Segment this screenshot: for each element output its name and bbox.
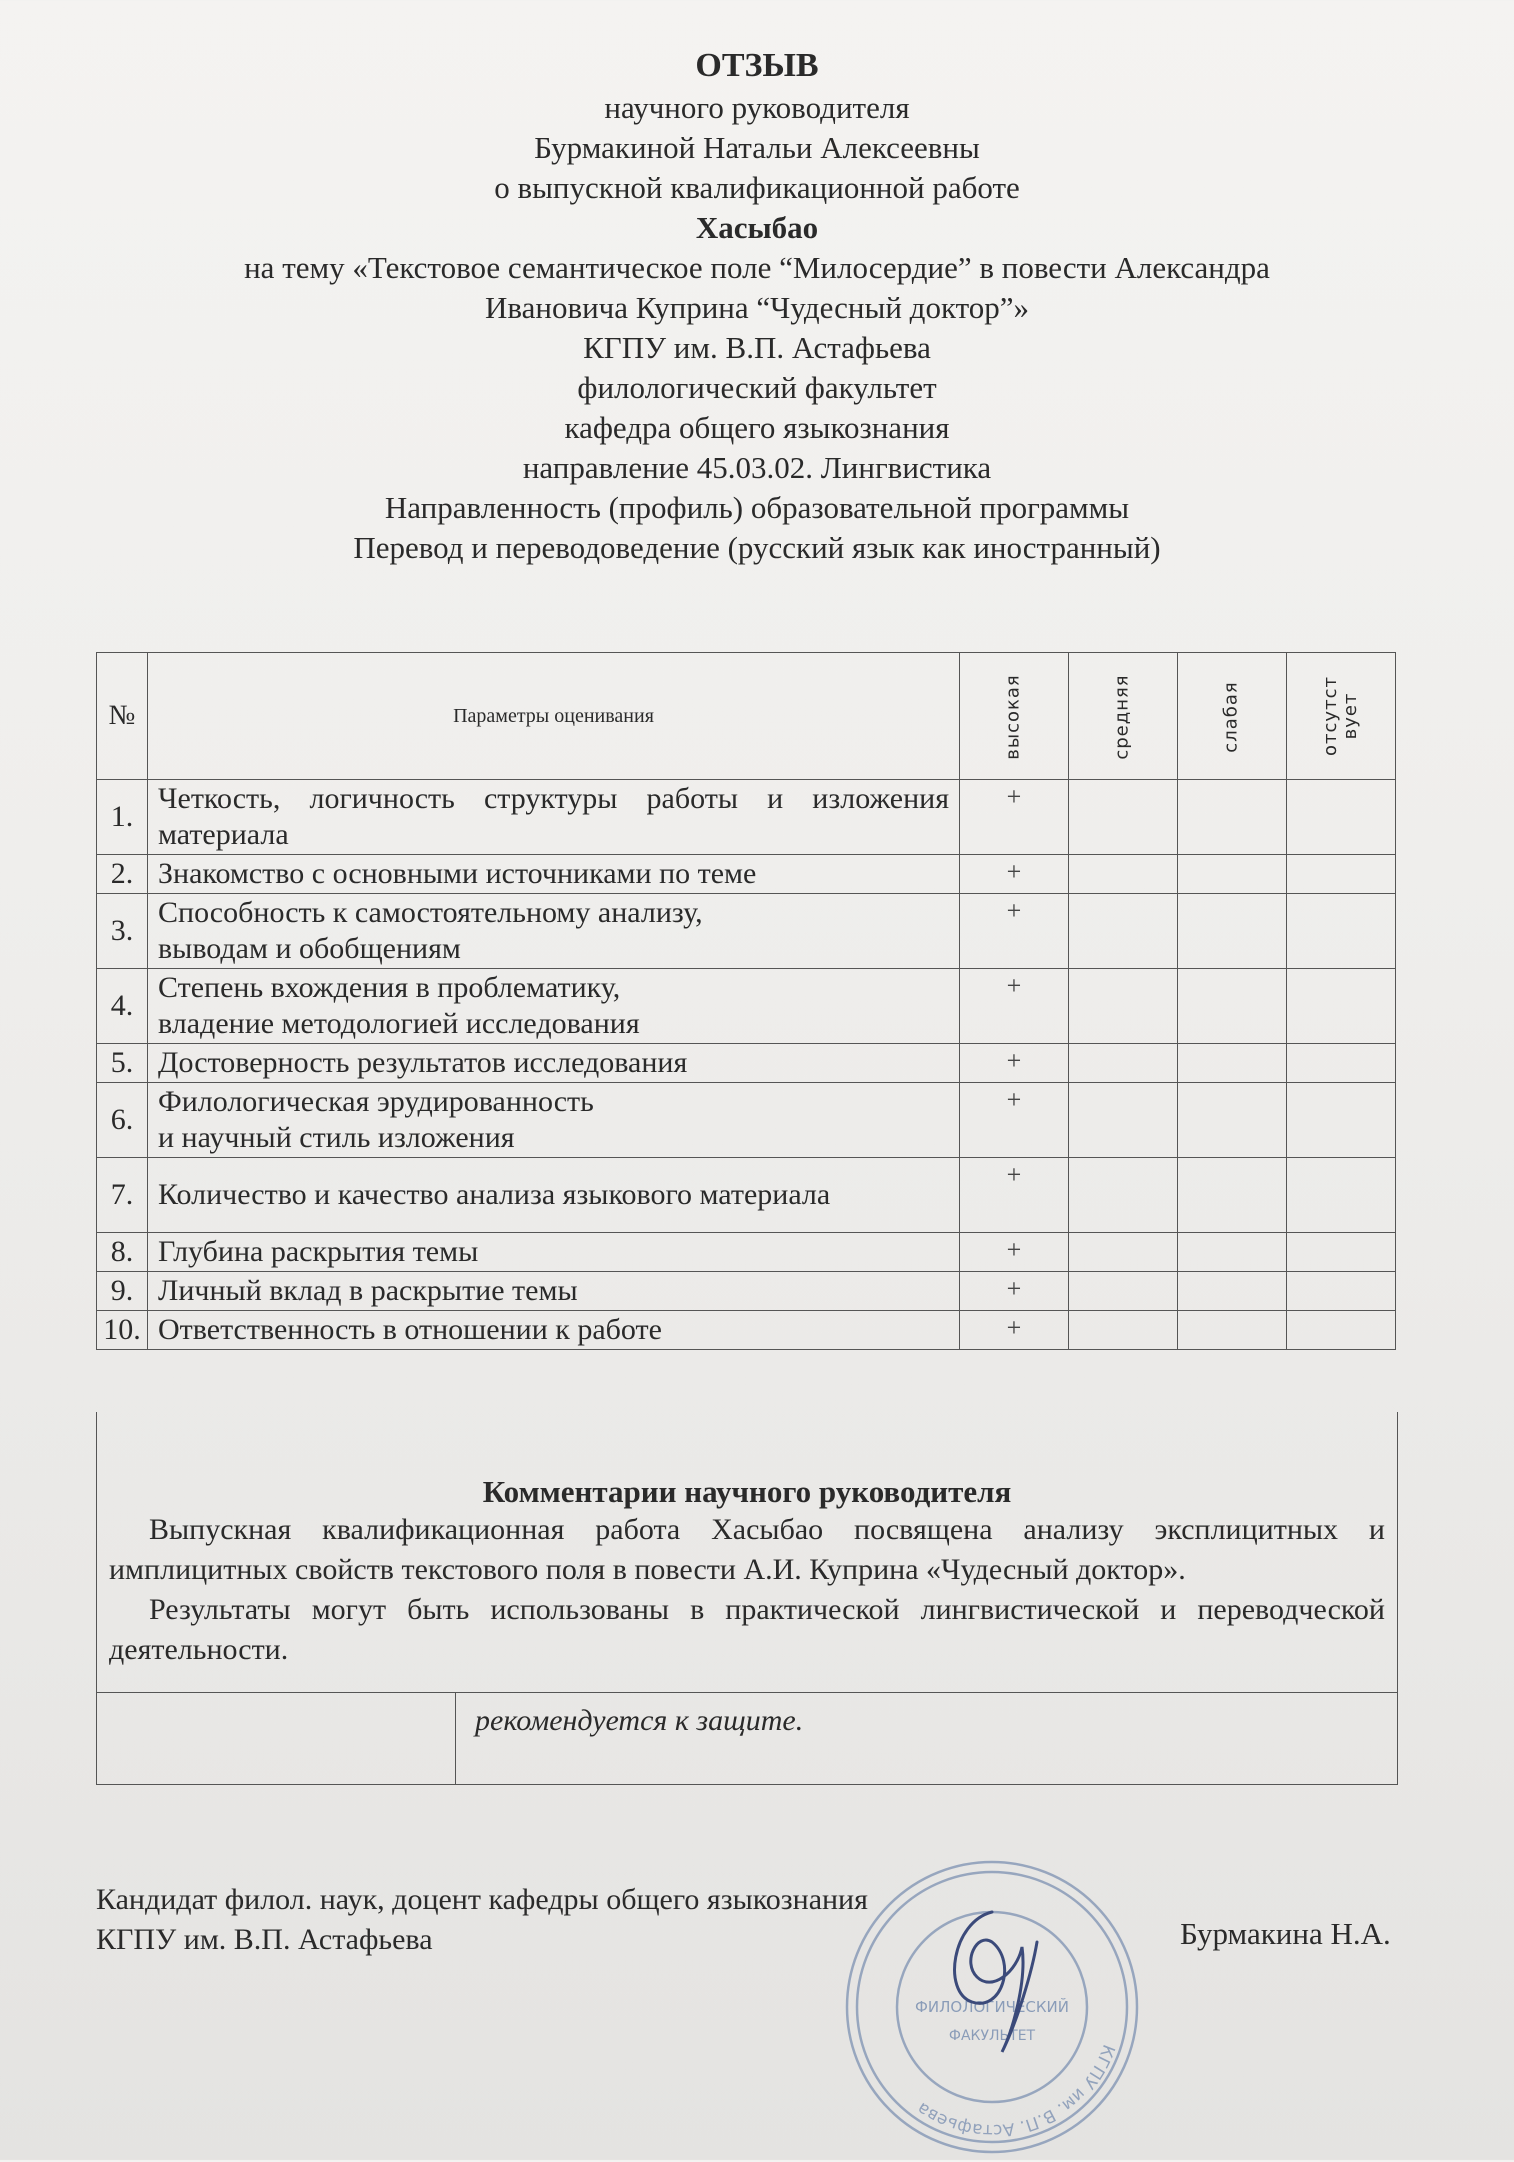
row-mark-high: + — [960, 1044, 1069, 1083]
university: КГПУ им. В.П. Астафьева — [583, 330, 931, 365]
header-medium — [1069, 653, 1178, 780]
row-param: Четкость, логичность структуры работы и изложения материала — [148, 780, 960, 855]
table-row — [97, 969, 1396, 1044]
header-param: Параметры оценивания — [148, 653, 960, 780]
row-mark-weak — [1178, 1083, 1287, 1158]
row-mark-medium — [1069, 1158, 1178, 1233]
header-high-label: высокая — [1003, 673, 1024, 760]
header-absent-part-2: вует — [1339, 692, 1361, 740]
student-name: Хасыбао — [695, 210, 819, 245]
row-num: 9. — [97, 1272, 148, 1311]
row-mark-weak — [1178, 780, 1287, 855]
signature-block — [96, 1880, 868, 1960]
row-mark-medium — [1069, 1311, 1178, 1350]
row-mark-weak — [1178, 1272, 1287, 1311]
comment-paragraph-1: Выпускная квалификационная работа Хасыбао посвящена анализу эксплицитных и имплицитных свойств текстового поля в повести А.И. Куприна «Чудесный доктор». — [109, 1513, 1385, 1586]
profile-label: Направленность (профиль) образовательной программы — [384, 490, 1130, 525]
row-num: 5. — [97, 1044, 148, 1083]
header-absent-part-1: отсутст — [1319, 676, 1341, 756]
signer-position: Кандидат филол. наук, доцент кафедры общего языкознания — [96, 1883, 868, 1916]
row-num: 10. — [97, 1311, 148, 1350]
row-mark-high: + — [960, 1233, 1069, 1272]
svg-text:КГПУ им. В.П. Астафьева — [914, 2042, 1119, 2140]
row-param: Достоверность результатов исследования — [148, 1044, 960, 1083]
row-mark-absent — [1287, 855, 1396, 894]
document-header — [0, 44, 1514, 568]
row-mark-medium — [1069, 1044, 1178, 1083]
header-weak-label: слабая — [1220, 680, 1242, 753]
row-mark-weak — [1178, 1311, 1287, 1350]
direction: направление 45.03.02. Лингвистика — [522, 450, 992, 485]
row-mark-medium — [1069, 894, 1178, 969]
supervisor-name: Бурмакиной Натальи Алексеевны — [534, 130, 980, 165]
row-param-line-1: Филологическая эрудированность — [158, 1085, 594, 1118]
row-mark-high: + — [960, 1311, 1069, 1350]
row-mark-absent — [1287, 1311, 1396, 1350]
recommendation-text: рекомендуется к защите. — [475, 1704, 804, 1737]
row-param — [148, 1083, 960, 1158]
row-mark-high: + — [960, 894, 1069, 969]
row-param: Ответственность в отношении к работе — [148, 1311, 960, 1350]
header-high — [960, 653, 1069, 780]
header-medium-label: средняя — [1112, 673, 1133, 760]
table-row — [97, 1311, 1396, 1350]
header-line-3: о выпускной квалификационной работе — [494, 170, 1020, 205]
row-num: 8. — [97, 1233, 148, 1272]
table-row — [97, 1083, 1396, 1158]
row-mark-medium — [1069, 855, 1178, 894]
document-title: ОТЗЫВ — [695, 47, 819, 84]
row-param-line-1: Способность к самостоятельному анализу, — [158, 896, 703, 929]
row-num: 3. — [97, 894, 148, 969]
row-mark-weak — [1178, 1044, 1287, 1083]
row-mark-absent — [1287, 969, 1396, 1044]
recommendation-empty-cell — [97, 1692, 456, 1784]
row-mark-absent — [1287, 1272, 1396, 1311]
stamp-center-line-1: ФИЛОЛОГИЧЕСКИЙ — [915, 1998, 1069, 2016]
row-mark-absent — [1287, 1158, 1396, 1233]
topic-line-1: на тему «Текстовое семантическое поле “Милосердие” в повести Александра — [244, 250, 1270, 285]
row-mark-weak — [1178, 1158, 1287, 1233]
row-mark-absent — [1287, 1044, 1396, 1083]
evaluation-table — [96, 652, 1396, 1350]
row-num: 1. — [97, 780, 148, 855]
row-mark-weak — [1178, 969, 1287, 1044]
row-num: 7. — [97, 1158, 148, 1233]
table-row — [97, 780, 1396, 855]
comments-heading: Комментарии научного руководителя — [482, 1474, 1012, 1509]
row-param-line-2: выводам и обобщениям — [158, 932, 461, 965]
row-mark-high: + — [960, 1083, 1069, 1158]
row-num: 4. — [97, 969, 148, 1044]
header-absent — [1287, 653, 1396, 780]
row-num: 2. — [97, 855, 148, 894]
profile: Перевод и переводоведение (русский язык как иностранный) — [353, 530, 1161, 565]
row-param — [148, 894, 960, 969]
row-mark-absent — [1287, 1233, 1396, 1272]
header-line-1: научного руководителя — [604, 90, 910, 125]
row-mark-medium — [1069, 969, 1178, 1044]
comment-paragraph-2: Результаты могут быть использованы в практической лингвистической и переводческой деятельности. — [109, 1593, 1385, 1666]
row-mark-absent — [1287, 780, 1396, 855]
row-param-line-2: владение методологией исследования — [158, 1007, 640, 1040]
signer-university: КГПУ им. В.П. Астафьева — [96, 1923, 433, 1956]
header-weak — [1178, 653, 1287, 780]
comments-section — [96, 1412, 1398, 1693]
row-mark-high: + — [960, 1272, 1069, 1311]
table-row — [97, 855, 1396, 894]
row-param-line-2: и научный стиль изложения — [158, 1121, 515, 1154]
row-param: Количество и качество анализа языкового материала — [148, 1158, 960, 1233]
stamp-ring-text: КГПУ им. В.П. Астафьева — [913, 2041, 1119, 2141]
department: кафедра общего языкознания — [564, 410, 950, 445]
row-mark-medium — [1069, 1272, 1178, 1311]
row-mark-medium — [1069, 1233, 1178, 1272]
official-stamp-icon — [842, 1852, 1142, 2162]
row-param-line-1: Степень вхождения в проблематику, — [158, 971, 621, 1004]
header-num: № — [97, 653, 148, 780]
row-mark-absent — [1287, 1083, 1396, 1158]
table-header-row — [97, 653, 1396, 780]
header-absent-label — [1321, 676, 1361, 756]
table-row — [97, 1233, 1396, 1272]
row-mark-high: + — [960, 969, 1069, 1044]
row-param: Глубина раскрытия темы — [148, 1233, 960, 1272]
table-row — [97, 1044, 1396, 1083]
row-mark-high: + — [960, 1158, 1069, 1233]
faculty: филологический факультет — [577, 370, 937, 405]
topic-line-2: Ивановича Куприна “Чудесный доктор”» — [484, 290, 1029, 325]
row-mark-weak — [1178, 855, 1287, 894]
row-param: Личный вклад в раскрытие темы — [148, 1272, 960, 1311]
recommendation-row — [96, 1692, 1398, 1785]
signer-name: Бурмакина Н.А. — [1180, 1916, 1391, 1951]
row-mark-weak — [1178, 1233, 1287, 1272]
table-row — [97, 1272, 1396, 1311]
row-param: Знакомство с основными источниками по теме — [148, 855, 960, 894]
stamp-center-line-2: ФАКУЛЬТЕТ — [948, 2028, 1036, 2044]
table-row — [97, 1158, 1396, 1233]
row-mark-high: + — [960, 780, 1069, 855]
row-mark-medium — [1069, 780, 1178, 855]
row-mark-high: + — [960, 855, 1069, 894]
row-mark-medium — [1069, 1083, 1178, 1158]
row-param — [148, 969, 960, 1044]
table-row — [97, 894, 1396, 969]
row-num: 6. — [97, 1083, 148, 1158]
row-mark-weak — [1178, 894, 1287, 969]
row-mark-absent — [1287, 894, 1396, 969]
